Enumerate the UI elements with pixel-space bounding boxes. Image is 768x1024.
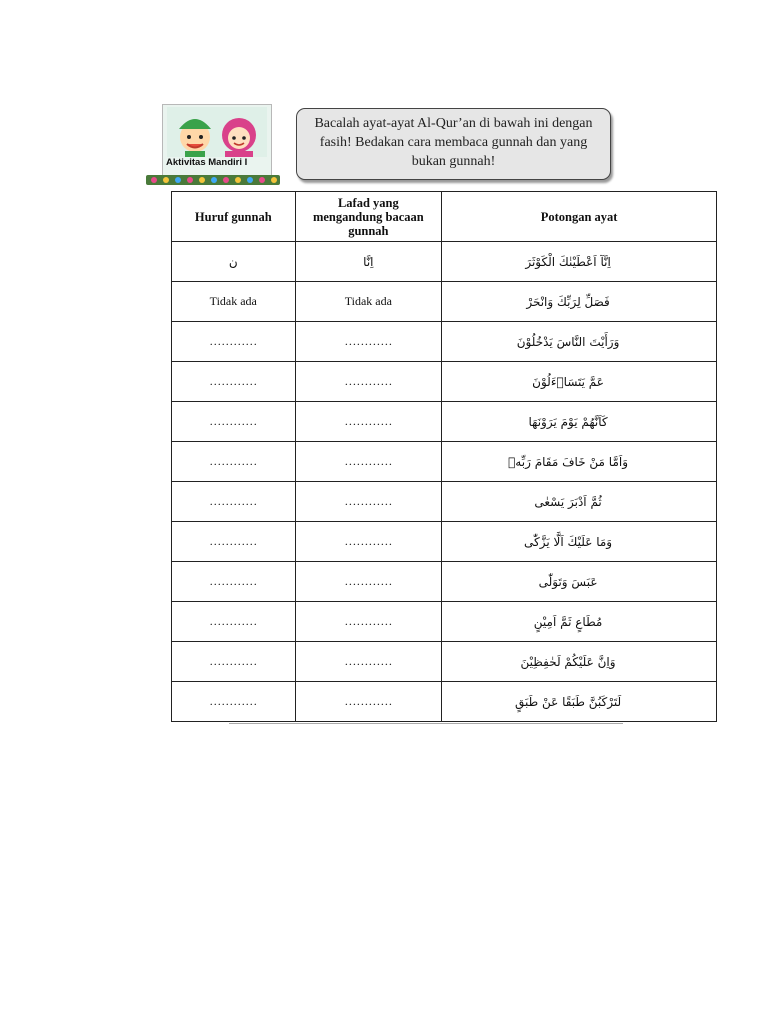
ayat-cell: مُطَاعٍ ثَمَّ اَمِيْنٍ bbox=[442, 602, 717, 642]
ayat-cell: لَتَرْكَبُنَّ طَبَقًا عَنْ طَبَقٍ bbox=[442, 682, 717, 722]
table-row bbox=[172, 642, 717, 682]
lafad-cell: ………… bbox=[295, 682, 442, 722]
header-lafad-line-3: gunnah bbox=[348, 223, 389, 238]
lafad-cell: ………… bbox=[295, 442, 442, 482]
huruf-cell: ………… bbox=[172, 482, 296, 522]
ayat-cell: وَرَأَيْتَ النَّاسَ يَدْخُلُوْنَ bbox=[442, 322, 717, 362]
lafad-cell: ………… bbox=[295, 562, 442, 602]
header-lafad-line-1: Lafad yang bbox=[337, 195, 399, 210]
huruf-cell: ن bbox=[172, 242, 296, 282]
table-row bbox=[172, 602, 717, 642]
table-row bbox=[172, 402, 717, 442]
ayat-cell: عَبَسَ وَتَوَلّٰى bbox=[442, 562, 717, 602]
ayat-cell: وَاَمَّا مَنْ خَافَ مَقَامَ رَبِّهٖ bbox=[442, 442, 717, 482]
table-row bbox=[172, 482, 717, 522]
decorative-strip bbox=[146, 172, 280, 188]
ayat-cell: اِنَّآ اَعْطَيْنٰكَ الْكَوْثَرَ bbox=[442, 242, 717, 282]
huruf-cell: ………… bbox=[172, 602, 296, 642]
lafad-cell: ………… bbox=[295, 522, 442, 562]
table-row bbox=[172, 682, 717, 722]
ayat-cell: وَمَا عَلَيْكَ اَلَّا يَزَّكّٰى bbox=[442, 522, 717, 562]
lafad-cell: ………… bbox=[295, 482, 442, 522]
lafad-cell: اِنَّا bbox=[295, 242, 442, 282]
huruf-cell: ………… bbox=[172, 562, 296, 602]
ayat-cell: كَاَنَّهُمْ يَوْمَ يَرَوْنَهَا bbox=[442, 402, 717, 442]
worksheet-table bbox=[171, 191, 717, 722]
table-row bbox=[172, 282, 717, 322]
ayat-cell: عَمَّ يَتَسَاۤءَلُوْنَ bbox=[442, 362, 717, 402]
huruf-cell: ………… bbox=[172, 442, 296, 482]
ayat-cell: وَاِنَّ عَلَيْكُمْ لَحٰفِظِيْنَ bbox=[442, 642, 717, 682]
footer-divider bbox=[229, 723, 623, 724]
huruf-cell: ………… bbox=[172, 322, 296, 362]
lafad-cell: ………… bbox=[295, 402, 442, 442]
children-illustration bbox=[167, 107, 267, 157]
ayat-cell: ثُمَّ اَدْبَرَ يَسْعٰى bbox=[442, 482, 717, 522]
badge-label: Aktivitas Mandiri I bbox=[166, 157, 248, 168]
huruf-cell: Tidak ada bbox=[172, 282, 296, 322]
instruction-line-1: Bacalah ayat-ayat Al-Qur’an di bawah ini dengan bbox=[314, 116, 593, 131]
instruction-line-3: bukan gunnah! bbox=[411, 154, 496, 169]
table-header-row bbox=[172, 192, 717, 242]
huruf-cell: ………… bbox=[172, 362, 296, 402]
instruction-box bbox=[296, 108, 611, 180]
header-lafad bbox=[295, 192, 442, 242]
table-row bbox=[172, 562, 717, 602]
header-potongan-ayat: Potongan ayat bbox=[442, 192, 717, 242]
lafad-cell: Tidak ada bbox=[295, 282, 442, 322]
activity-badge bbox=[162, 104, 272, 176]
header-huruf-gunnah: Huruf gunnah bbox=[172, 192, 296, 242]
huruf-cell: ………… bbox=[172, 682, 296, 722]
header-lafad-line-2: mengandung bacaan bbox=[312, 209, 424, 224]
table-row bbox=[172, 522, 717, 562]
lafad-cell: ………… bbox=[295, 602, 442, 642]
table-row bbox=[172, 322, 717, 362]
table-row bbox=[172, 442, 717, 482]
ayat-cell: فَصَلِّ لِرَبِّكَ وَانْحَرْ bbox=[442, 282, 717, 322]
instruction-line-2: fasih! Bedakan cara membaca gunnah dan yang bbox=[319, 135, 588, 150]
lafad-cell: ………… bbox=[295, 642, 442, 682]
huruf-cell: ………… bbox=[172, 642, 296, 682]
lafad-cell: ………… bbox=[295, 322, 442, 362]
huruf-cell: ………… bbox=[172, 402, 296, 442]
lafad-cell: ………… bbox=[295, 362, 442, 402]
table-row bbox=[172, 242, 717, 282]
table-row bbox=[172, 362, 717, 402]
huruf-cell: ………… bbox=[172, 522, 296, 562]
